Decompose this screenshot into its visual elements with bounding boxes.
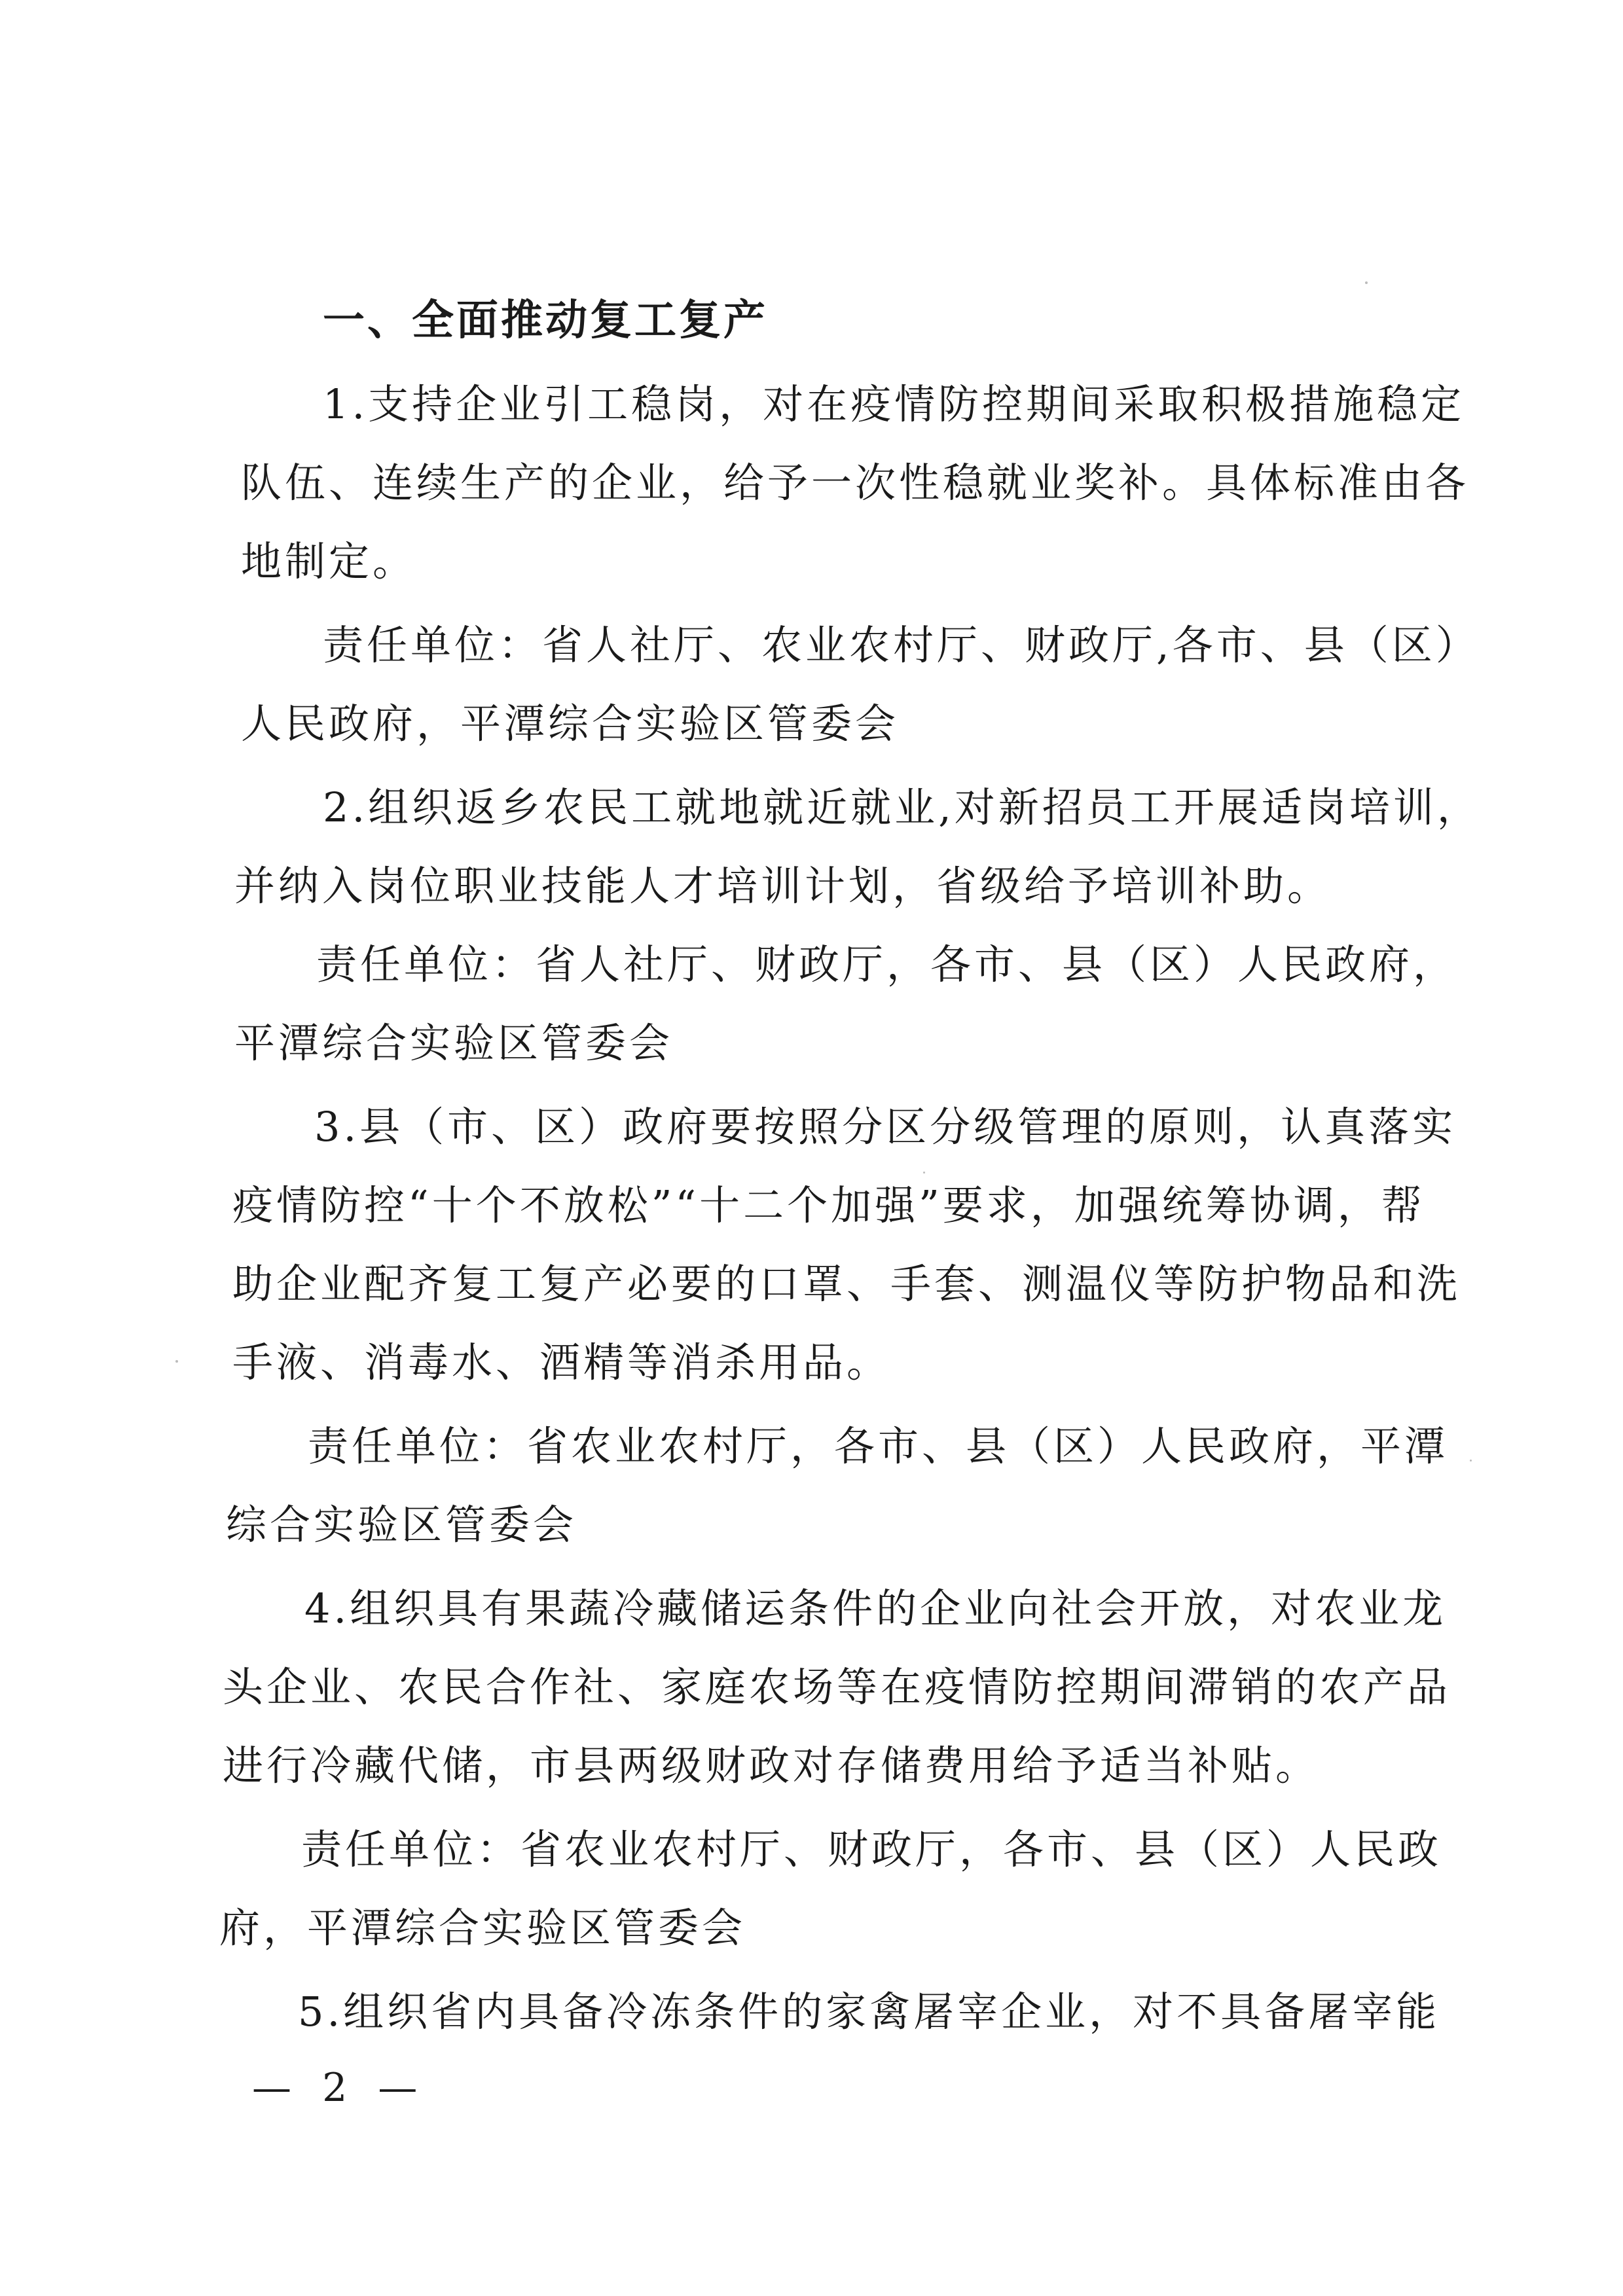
paragraph-4-line-3: 进行冷藏代储，市县两级财政对存储费用给予适当补贴。	[223, 1742, 1320, 1789]
paragraph-3-line-2: 疫情防控“十个不放松”“十二个加强”要求，加强统筹协调，帮	[232, 1181, 1425, 1229]
paragraph-4-line-1: 4.组织具有果蔬冷藏储运条件的企业向社会开放，对农业龙	[304, 1585, 1447, 1632]
page-number: — 2 —	[252, 2065, 427, 2111]
paragraph-1-line-3: 地制定。	[241, 537, 417, 585]
responsibility-4-line-1: 责任单位：省农业农村厅、财政厅，各市、县（区）人民政	[301, 1825, 1442, 1873]
paragraph-1-line-2: 队伍、连续生产的企业，给予一次性稳就业奖补。具体标准由各	[241, 459, 1470, 507]
responsibility-2-line-1: 责任单位：省人社厅、财政厅，各市、县（区）人民政府，	[316, 941, 1457, 988]
responsibility-1-line-2: 人民政府，平潭综合实验区管委会	[241, 700, 900, 747]
paragraph-3-line-4: 手液、消毒水、酒精等消杀用品。	[232, 1338, 891, 1386]
scan-speck	[1365, 281, 1368, 284]
paragraph-1-line-1: 1.支持企业引工稳岗，对在疫情防控期间采取积极措施稳定	[323, 380, 1465, 428]
paragraph-5-line-1: 5.组织省内具备冷冻条件的家禽屠宰企业，对不具备屠宰能	[298, 1988, 1440, 2036]
scan-speck	[1470, 1460, 1472, 1462]
responsibility-4-line-2: 府，平潭综合实验区管委会	[219, 1904, 746, 1952]
paragraph-3-line-1: 3.县（市、区）政府要按照分区分级管理的原则，认真落实	[314, 1103, 1457, 1151]
scan-speck	[175, 1360, 178, 1363]
responsibility-3-line-2: 综合实验区管委会	[226, 1501, 577, 1549]
responsibility-3-line-1: 责任单位：省农业农村厅，各市、县（区）人民政府，平潭	[308, 1422, 1449, 1470]
paragraph-2-line-2: 并纳入岗位职业技能人才培训计划，省级给予培训补助。	[234, 862, 1332, 910]
responsibility-1-line-1: 责任单位：省人社厅、农业农村厅、财政厅,各市、县（区）	[323, 621, 1480, 669]
paragraph-4-line-2: 头企业、农民合作社、家庭农场等在疫情防控期间滞销的农产品	[223, 1663, 1451, 1711]
paragraph-2-line-1: 2.组织返乡农民工就地就近就业,对新招员工开展适岗培训，	[323, 783, 1481, 831]
section-heading: 一、全面推动复工复产	[323, 296, 768, 345]
scan-speck	[923, 1172, 925, 1174]
paragraph-3-line-3: 助企业配齐复工复产必要的口罩、手套、测温仪等防护物品和洗	[232, 1260, 1461, 1308]
responsibility-2-line-2: 平潭综合实验区管委会	[234, 1019, 674, 1067]
